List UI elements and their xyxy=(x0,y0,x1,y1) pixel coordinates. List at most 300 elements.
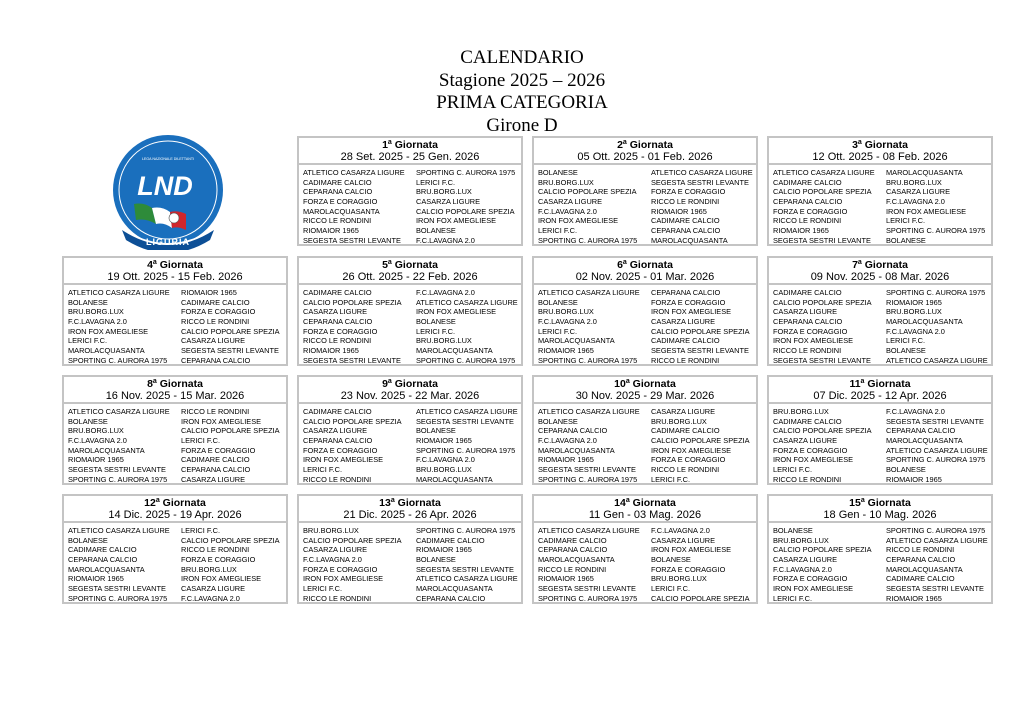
away-team: CEPARANA CALCIO xyxy=(886,426,956,436)
match-row xyxy=(68,565,286,575)
away-team: BRU.BORG.LUX xyxy=(416,336,472,346)
away-team: MAROLACQUASANTA xyxy=(416,584,493,594)
match-row xyxy=(303,216,521,226)
away-team: SPORTING C. AURORA 1975 xyxy=(886,455,986,465)
match-list xyxy=(534,523,756,604)
home-team: F.C.LAVAGNA 2.0 xyxy=(538,206,597,216)
away-team: RICCO LE RONDINI xyxy=(651,465,720,475)
round-dates: 16 Nov. 2025 - 15 Mar. 2026 xyxy=(105,390,245,402)
round-header xyxy=(534,496,756,523)
away-team: BRU.BORG.LUX xyxy=(651,574,707,584)
away-team: ATLETICO CASARZA LIGURE xyxy=(416,574,518,584)
logo-ball-icon xyxy=(169,213,179,223)
away-team: IRON FOX AMEGLIESE xyxy=(886,206,967,216)
match-row xyxy=(68,594,286,604)
round-dates: 14 Dic. 2025 - 19 Apr. 2026 xyxy=(108,509,242,521)
home-team: F.C.LAVAGNA 2.0 xyxy=(68,317,127,327)
round-label: Giornata xyxy=(397,497,441,509)
home-team: MAROLACQUASANTA xyxy=(68,445,145,455)
home-team: ATLETICO CASARZA LIGURE xyxy=(538,288,640,297)
away-team: BRU.BORG.LUX xyxy=(416,187,472,197)
match-row xyxy=(538,207,756,217)
match-row xyxy=(303,336,521,346)
round-card xyxy=(532,375,758,485)
home-team: CADIMARE CALCIO xyxy=(773,416,842,426)
home-team: CALCIO POPOLARE SPEZIA xyxy=(303,535,402,545)
home-team: RICCO LE RONDINI xyxy=(303,216,372,226)
match-row xyxy=(303,197,521,207)
home-team: CADIMARE CALCIO xyxy=(773,177,842,187)
away-team: CALCIO POPOLARE SPEZIA xyxy=(181,535,280,545)
away-team: BOLANESE xyxy=(886,235,926,245)
round-label: Giornata xyxy=(394,378,438,390)
away-team: IRON FOX AMEGLIESE xyxy=(181,416,262,426)
match-row xyxy=(303,407,521,417)
away-team: SEGESTA SESTRI LEVANTE xyxy=(181,346,279,356)
away-team: BOLANESE xyxy=(886,465,926,475)
home-team: BRU.BORG.LUX xyxy=(773,407,829,416)
home-team: MAROLACQUASANTA xyxy=(303,206,380,216)
match-row xyxy=(538,436,756,446)
match-row xyxy=(538,336,756,346)
round-dates: 30 Nov. 2025 - 29 Mar. 2026 xyxy=(575,390,715,402)
match-list xyxy=(299,523,521,604)
home-team: SEGESTA SESTRI LEVANTE xyxy=(68,584,166,594)
home-team: IRON FOX AMEGLIESE xyxy=(303,455,384,465)
round-label: Giornata xyxy=(159,259,203,271)
match-row xyxy=(538,536,756,546)
match-row xyxy=(68,545,286,555)
away-team: CASARZA LIGURE xyxy=(651,407,716,416)
home-team: F.C.LAVAGNA 2.0 xyxy=(68,436,127,446)
away-team: CADIMARE CALCIO xyxy=(651,336,720,346)
match-row xyxy=(538,475,756,485)
title-stagione: Stagione 2025 – 2026 xyxy=(438,69,606,91)
home-team: CALCIO POPOLARE SPEZIA xyxy=(303,416,402,426)
round-dates: 28 Set. 2025 - 25 Gen. 2026 xyxy=(340,151,480,163)
away-team: SPORTING C. AURORA 1975 xyxy=(886,226,986,236)
round-title: 14$^a$ Giornata xyxy=(614,497,676,509)
home-team: BOLANESE xyxy=(538,168,578,177)
home-team: SEGESTA SESTRI LEVANTE xyxy=(773,355,871,365)
away-team: CEPARANA CALCIO xyxy=(416,593,486,603)
match-row xyxy=(303,475,521,485)
match-list xyxy=(769,285,991,366)
home-team: CASARZA LIGURE xyxy=(538,197,603,207)
match-row xyxy=(303,226,521,236)
away-team: RICCO LE RONDINI xyxy=(181,407,250,416)
match-row xyxy=(538,407,756,417)
match-row xyxy=(538,216,756,226)
logo-lnd-text: LND xyxy=(137,171,193,201)
home-team: LERICI F.C. xyxy=(303,584,343,594)
match-list xyxy=(299,285,521,366)
away-team: BOLANESE xyxy=(416,317,456,327)
away-team: RIOMAIOR 1965 xyxy=(651,206,707,216)
away-team: CADIMARE CALCIO xyxy=(181,455,250,465)
match-row xyxy=(773,407,991,417)
away-team: RIOMAIOR 1965 xyxy=(416,545,472,555)
away-team: F.C.LAVAGNA 2.0 xyxy=(886,326,945,336)
home-team: CEPARANA CALCIO xyxy=(303,436,373,446)
round-card xyxy=(297,256,523,366)
home-team: FORZA E CORAGGIO xyxy=(773,326,848,336)
home-team: CADIMARE CALCIO xyxy=(68,545,137,555)
away-team: CALCIO POPOLARE SPEZIA xyxy=(651,326,750,336)
match-row xyxy=(538,526,756,536)
away-team: CASARZA LIGURE xyxy=(651,317,716,327)
away-team: RIOMAIOR 1965 xyxy=(886,297,942,307)
away-team: LERICI F.C. xyxy=(416,177,456,187)
away-team: FORZA E CORAGGIO xyxy=(181,445,256,455)
round-dates: 18 Gen - 10 Mag. 2026 xyxy=(823,509,937,521)
home-team: IRON FOX AMEGLIESE xyxy=(303,574,384,584)
match-row xyxy=(538,574,756,584)
document-title xyxy=(322,47,722,137)
home-team: CASARZA LIGURE xyxy=(303,307,368,317)
round-number: 5 xyxy=(382,259,388,271)
home-team: RICCO LE RONDINI xyxy=(773,474,842,484)
match-row xyxy=(538,178,756,188)
home-team: RIOMAIOR 1965 xyxy=(538,346,594,356)
away-team: MAROLACQUASANTA xyxy=(886,168,963,177)
round-title: 2$^a$ Giornata xyxy=(617,139,673,151)
away-team: SPORTING C. AURORA 1975 xyxy=(416,168,516,177)
lnd-liguria-logo xyxy=(112,134,224,250)
match-row xyxy=(68,417,286,427)
away-team: CEPARANA CALCIO xyxy=(651,226,721,236)
home-team: MAROLACQUASANTA xyxy=(538,555,615,565)
away-team: BRU.BORG.LUX xyxy=(886,177,942,187)
home-team: ATLETICO CASARZA LIGURE xyxy=(303,168,405,177)
home-team: IRON FOX AMEGLIESE xyxy=(773,455,854,465)
round-title: 11$^a$ Giornata xyxy=(849,378,911,390)
home-team: BOLANESE xyxy=(538,416,578,426)
away-team: IRON FOX AMEGLIESE xyxy=(651,545,732,555)
round-dates: 21 Dic. 2025 - 26 Apr. 2026 xyxy=(343,509,477,521)
away-team: CEPARANA CALCIO xyxy=(181,465,251,475)
round-number: 1 xyxy=(382,139,388,151)
round-title: 6$^a$ Giornata xyxy=(617,259,673,271)
away-team: IRON FOX AMEGLIESE xyxy=(181,574,262,584)
home-team: IRON FOX AMEGLIESE xyxy=(538,216,619,226)
away-team: MAROLACQUASANTA xyxy=(886,317,963,327)
away-team: FORZA E CORAGGIO xyxy=(651,455,726,465)
home-team: ATLETICO CASARZA LIGURE xyxy=(538,526,640,535)
home-team: RICCO LE RONDINI xyxy=(303,474,372,484)
match-row xyxy=(303,187,521,197)
match-row xyxy=(68,327,286,337)
round-card xyxy=(297,136,523,246)
home-team: FORZA E CORAGGIO xyxy=(303,445,378,455)
match-row xyxy=(773,565,991,575)
home-team: ATLETICO CASARZA LIGURE xyxy=(538,407,640,416)
match-row xyxy=(773,545,991,555)
match-list xyxy=(64,523,286,604)
away-team: BRU.BORG.LUX xyxy=(651,416,707,426)
away-team: FORZA E CORAGGIO xyxy=(181,307,256,317)
round-card xyxy=(532,494,758,604)
match-row xyxy=(773,417,991,427)
home-team: BRU.BORG.LUX xyxy=(68,426,124,436)
home-team: SEGESTA SESTRI LEVANTE xyxy=(538,584,636,594)
home-team: CASARZA LIGURE xyxy=(773,307,838,317)
home-team: BOLANESE xyxy=(773,526,813,535)
away-team: LERICI F.C. xyxy=(651,474,691,484)
match-row xyxy=(773,346,991,356)
match-row xyxy=(538,307,756,317)
home-team: LERICI F.C. xyxy=(538,226,578,236)
away-team: ATLETICO CASARZA LIGURE xyxy=(886,535,988,545)
match-row xyxy=(303,178,521,188)
match-row xyxy=(68,307,286,317)
match-row xyxy=(303,298,521,308)
match-row xyxy=(68,584,286,594)
home-team: SPORTING C. AURORA 1975 xyxy=(538,474,638,484)
home-team: LERICI F.C. xyxy=(538,326,578,336)
home-team: LERICI F.C. xyxy=(68,336,108,346)
round-label: Giornata xyxy=(629,259,673,271)
round-label: Giornata xyxy=(867,378,911,390)
away-team: F.C.LAVAGNA 2.0 xyxy=(416,455,475,465)
match-row xyxy=(538,455,756,465)
round-number: 6 xyxy=(617,259,623,271)
match-row xyxy=(303,356,521,366)
home-team: BRU.BORG.LUX xyxy=(303,526,359,535)
round-label: Giornata xyxy=(632,497,676,509)
round-label: Giornata xyxy=(394,139,438,151)
round-card xyxy=(767,136,993,246)
round-dates: 07 Dic. 2025 - 12 Apr. 2026 xyxy=(813,390,947,402)
away-team: RIOMAIOR 1965 xyxy=(181,288,237,297)
home-team: CADIMARE CALCIO xyxy=(773,288,842,297)
home-team: MAROLACQUASANTA xyxy=(538,336,615,346)
round-number: 7 xyxy=(852,259,858,271)
home-team: CEPARANA CALCIO xyxy=(538,426,608,436)
away-team: LERICI F.C. xyxy=(886,216,926,226)
away-team: BRU.BORG.LUX xyxy=(181,564,237,574)
home-team: CADIMARE CALCIO xyxy=(303,288,372,297)
match-row xyxy=(303,565,521,575)
match-list xyxy=(64,404,286,485)
match-list xyxy=(534,165,756,246)
match-row xyxy=(68,407,286,417)
match-row xyxy=(303,207,521,217)
match-row xyxy=(303,545,521,555)
round-header xyxy=(769,377,991,404)
home-team: SEGESTA SESTRI LEVANTE xyxy=(538,465,636,475)
home-team: CASARZA LIGURE xyxy=(303,426,368,436)
home-team: BRU.BORG.LUX xyxy=(538,177,594,187)
match-row xyxy=(303,584,521,594)
home-team: CASARZA LIGURE xyxy=(773,555,838,565)
match-row xyxy=(303,317,521,327)
match-row xyxy=(538,465,756,475)
home-team: CADIMARE CALCIO xyxy=(538,535,607,545)
match-row xyxy=(68,426,286,436)
match-row xyxy=(773,216,991,226)
match-row xyxy=(773,436,991,446)
match-row xyxy=(68,475,286,485)
title-categoria: PRIMA CATEGORIA xyxy=(436,92,608,113)
away-team: CASARZA LIGURE xyxy=(181,584,246,594)
away-team: FORZA E CORAGGIO xyxy=(651,564,726,574)
home-team: SEGESTA SESTRI LEVANTE xyxy=(773,235,871,245)
round-card xyxy=(767,375,993,485)
away-team: BRU.BORG.LUX xyxy=(886,307,942,317)
away-team: BOLANESE xyxy=(886,346,926,356)
match-list xyxy=(769,523,991,604)
match-row xyxy=(303,426,521,436)
home-team: CASARZA LIGURE xyxy=(303,545,368,555)
away-team: CALCIO POPOLARE SPEZIA xyxy=(181,426,280,436)
home-team: RIOMAIOR 1965 xyxy=(303,346,359,356)
away-team: CADIMARE CALCIO xyxy=(886,574,955,584)
match-row xyxy=(538,197,756,207)
match-list xyxy=(64,285,286,366)
round-card xyxy=(767,494,993,604)
match-row xyxy=(538,426,756,436)
away-team: CALCIO POPOLARE SPEZIA xyxy=(651,593,750,603)
home-team: RIOMAIOR 1965 xyxy=(538,455,594,465)
home-team: SPORTING C. AURORA 1975 xyxy=(538,235,638,245)
away-team: FORZA E CORAGGIO xyxy=(651,187,726,197)
round-title: 13$^a$ Giornata xyxy=(379,497,441,509)
match-row xyxy=(303,555,521,565)
home-team: RIOMAIOR 1965 xyxy=(303,226,359,236)
away-team: FORZA E CORAGGIO xyxy=(181,555,256,565)
home-team: ATLETICO CASARZA LIGURE xyxy=(68,288,170,297)
round-dates: 09 Nov. 2025 - 08 Mar. 2026 xyxy=(810,271,950,283)
away-team: SEGESTA SESTRI LEVANTE xyxy=(651,177,749,187)
away-team: CADIMARE CALCIO xyxy=(181,297,250,307)
home-team: RICCO LE RONDINI xyxy=(773,346,842,356)
away-team: CEPARANA CALCIO xyxy=(886,555,956,565)
logo-small-text: LEGA NAZIONALE DILETTANTI xyxy=(141,157,195,161)
away-team: MAROLACQUASANTA xyxy=(416,474,493,484)
home-team: CEPARANA CALCIO xyxy=(538,545,608,555)
away-team: IRON FOX AMEGLIESE xyxy=(416,216,497,226)
home-team: CEPARANA CALCIO xyxy=(773,197,843,207)
match-row xyxy=(303,346,521,356)
match-row xyxy=(773,584,991,594)
home-team: CALCIO POPOLARE SPEZIA xyxy=(773,426,872,436)
round-dates: 19 Ott. 2025 - 15 Feb. 2026 xyxy=(107,271,243,283)
home-team: SPORTING C. AURORA 1975 xyxy=(68,355,168,365)
match-row xyxy=(68,356,286,366)
round-header xyxy=(534,138,756,165)
match-row xyxy=(68,317,286,327)
away-team: RIOMAIOR 1965 xyxy=(416,436,472,446)
home-team: CALCIO POPOLARE SPEZIA xyxy=(773,297,872,307)
match-list xyxy=(534,404,756,485)
home-team: RIOMAIOR 1965 xyxy=(68,574,124,584)
away-team: CASARZA LIGURE xyxy=(416,197,481,207)
match-row xyxy=(538,327,756,337)
match-row xyxy=(303,536,521,546)
away-team: IRON FOX AMEGLIESE xyxy=(651,307,732,317)
away-team: LERICI F.C. xyxy=(181,526,221,535)
match-row xyxy=(68,336,286,346)
round-header xyxy=(64,377,286,404)
match-row xyxy=(773,327,991,337)
round-title: 1$^a$ Giornata xyxy=(382,139,438,151)
home-team: SEGESTA SESTRI LEVANTE xyxy=(68,465,166,475)
match-row xyxy=(303,327,521,337)
round-label: Giornata xyxy=(394,259,438,271)
match-row xyxy=(773,526,991,536)
round-dates: 11 Gen - 03 Mag. 2026 xyxy=(588,509,702,521)
away-team: SEGESTA SESTRI LEVANTE xyxy=(651,346,749,356)
round-label: Giornata xyxy=(632,378,676,390)
away-team: BOLANESE xyxy=(416,226,456,236)
away-team: LERICI F.C. xyxy=(651,584,691,594)
away-team: CALCIO POPOLARE SPEZIA xyxy=(651,436,750,446)
match-row xyxy=(68,465,286,475)
match-row xyxy=(538,555,756,565)
match-row xyxy=(773,356,991,366)
away-team: BRU.BORG.LUX xyxy=(416,465,472,475)
away-team: SEGESTA SESTRI LEVANTE xyxy=(416,564,514,574)
home-team: CASARZA LIGURE xyxy=(773,436,838,446)
match-row xyxy=(773,207,991,217)
home-team: FORZA E CORAGGIO xyxy=(773,445,848,455)
home-team: ATLETICO CASARZA LIGURE xyxy=(773,168,875,177)
away-team: BOLANESE xyxy=(416,426,456,436)
home-team: RICCO LE RONDINI xyxy=(303,336,372,346)
away-team: ATLETICO CASARZA LIGURE xyxy=(886,445,988,455)
round-card xyxy=(297,494,523,604)
home-team: FORZA E CORAGGIO xyxy=(773,574,848,584)
match-list xyxy=(769,404,991,485)
away-team: RIOMAIOR 1965 xyxy=(886,474,942,484)
away-team: CADIMARE CALCIO xyxy=(651,426,720,436)
away-team: CADIMARE CALCIO xyxy=(416,535,485,545)
match-list xyxy=(769,165,991,246)
home-team: CALCIO POPOLARE SPEZIA xyxy=(303,297,402,307)
home-team: RIOMAIOR 1965 xyxy=(773,226,829,236)
home-team: F.C.LAVAGNA 2.0 xyxy=(538,317,597,327)
round-header xyxy=(769,258,991,285)
round-header xyxy=(64,496,286,523)
away-team: SPORTING C. AURORA 1975 xyxy=(886,526,986,535)
round-header xyxy=(64,258,286,285)
match-row xyxy=(303,307,521,317)
match-row xyxy=(538,565,756,575)
away-team: CALCIO POPOLARE SPEZIA xyxy=(416,206,515,216)
away-team: BOLANESE xyxy=(651,555,691,565)
away-team: ATLETICO CASARZA LIGURE xyxy=(886,355,988,365)
match-row xyxy=(303,526,521,536)
match-row xyxy=(773,336,991,346)
home-team: LERICI F.C. xyxy=(773,593,813,603)
away-team: CEPARANA CALCIO xyxy=(181,355,251,365)
match-list xyxy=(299,165,521,246)
round-dates: 26 Ott. 2025 - 22 Feb. 2026 xyxy=(342,271,478,283)
home-team: IRON FOX AMEGLIESE xyxy=(68,326,149,336)
away-team: LERICI F.C. xyxy=(886,336,926,346)
round-label: Giornata xyxy=(864,139,908,151)
home-team: ATLETICO CASARZA LIGURE xyxy=(68,526,170,535)
round-number: 8 xyxy=(147,378,153,390)
match-row xyxy=(303,417,521,427)
away-team: BOLANESE xyxy=(416,555,456,565)
match-row xyxy=(68,446,286,456)
match-row xyxy=(68,455,286,465)
away-team: CASARZA LIGURE xyxy=(886,187,951,197)
match-row xyxy=(538,187,756,197)
home-team: BRU.BORG.LUX xyxy=(773,535,829,545)
